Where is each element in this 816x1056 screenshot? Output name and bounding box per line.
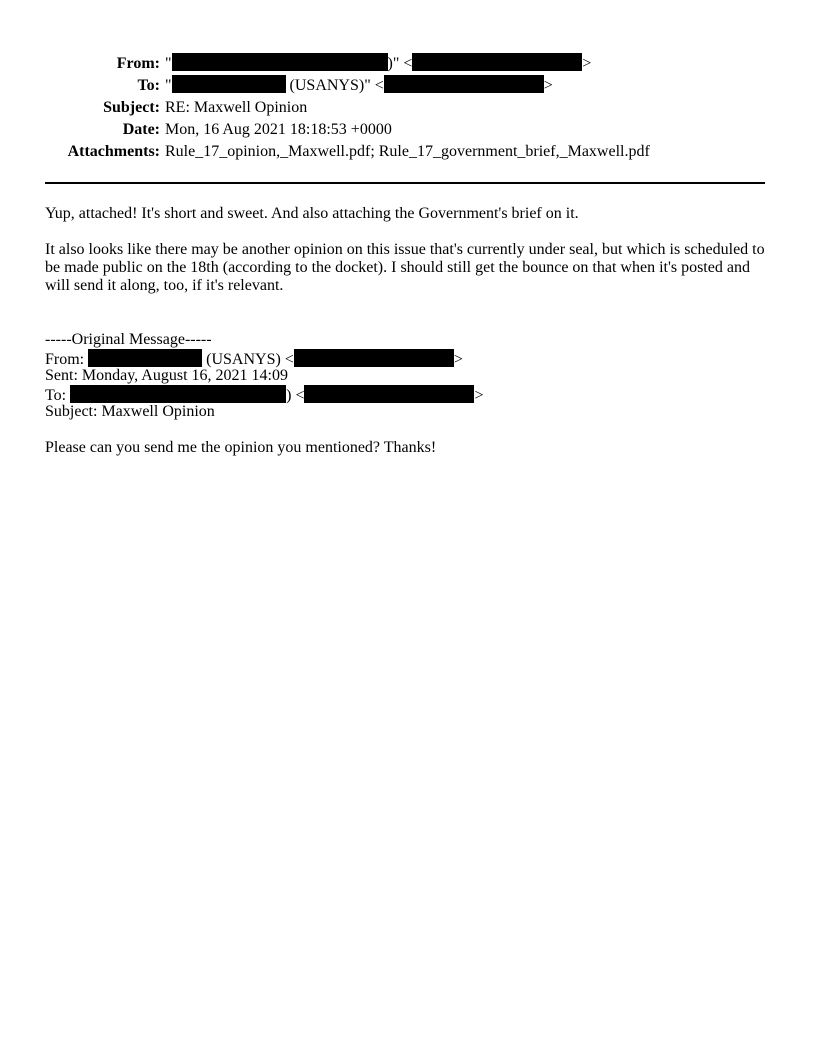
original-from-row	[45, 349, 775, 367]
from-value	[165, 53, 591, 75]
subject-row	[0, 97, 816, 119]
original-from-label: From:	[45, 351, 85, 368]
date-label: Date:	[122, 121, 160, 138]
original-to-row	[45, 385, 775, 403]
redaction-to-email	[384, 75, 544, 93]
subject-value: RE: Maxwell Opinion	[165, 99, 308, 116]
from-email-close: >	[582, 55, 592, 72]
original-to-name-close: ) <	[286, 387, 305, 404]
original-from-name-close: (USANYS) <	[202, 351, 294, 368]
to-label: To:	[137, 77, 160, 94]
redaction-from-email	[412, 53, 582, 71]
to-quote: "	[165, 77, 172, 94]
redaction-from-name	[172, 53, 388, 71]
attachments-row	[0, 141, 816, 163]
redaction-original-to-email	[304, 385, 474, 403]
body-paragraph-2: It also looks like there may be another opinion on this issue that's currently under seal, but which is scheduled to be made public on the 18th (according to the docket). I should still get the bounce on that when it's posted and will send it along, too, if it's relevant.	[45, 241, 765, 294]
redaction-original-from-name	[88, 349, 202, 367]
original-message	[45, 331, 775, 457]
original-subject-row: Subject: Maxwell Opinion	[45, 403, 215, 420]
attachments-value: Rule_17_opinion,_Maxwell.pdf; Rule_17_government_brief,_Maxwell.pdf	[165, 143, 650, 160]
original-sent-row: Sent: Monday, August 16, 2021 14:09	[45, 367, 288, 384]
to-name-close: (USANYS)" <	[285, 77, 384, 94]
original-separator: -----Original Message-----	[45, 331, 212, 348]
email-header	[0, 53, 816, 163]
body-paragraph-1: Yup, attached! It's short and sweet. And also attaching the Government's brief on it.	[45, 205, 579, 222]
to-email-close: >	[543, 77, 553, 94]
redaction-original-from-email	[294, 349, 454, 367]
from-row	[0, 53, 816, 75]
redaction-original-to-name	[70, 385, 286, 403]
from-label: From:	[116, 55, 160, 72]
from-name-close: )" <	[387, 55, 413, 72]
header-divider	[45, 182, 765, 184]
original-message-text: Please can you send me the opinion you mentioned? Thanks!	[45, 439, 437, 456]
original-from-email-close: >	[453, 351, 463, 368]
original-to-label: To:	[45, 387, 67, 404]
from-quote: "	[165, 55, 172, 72]
subject-label: Subject:	[103, 99, 160, 116]
redaction-to-name	[172, 75, 286, 93]
original-to-email-close: >	[474, 387, 484, 404]
to-row	[0, 75, 816, 97]
date-value: Mon, 16 Aug 2021 18:18:53 +0000	[165, 121, 392, 138]
date-row	[0, 119, 816, 141]
attachments-label: Attachments:	[67, 143, 160, 160]
to-value	[165, 75, 553, 97]
